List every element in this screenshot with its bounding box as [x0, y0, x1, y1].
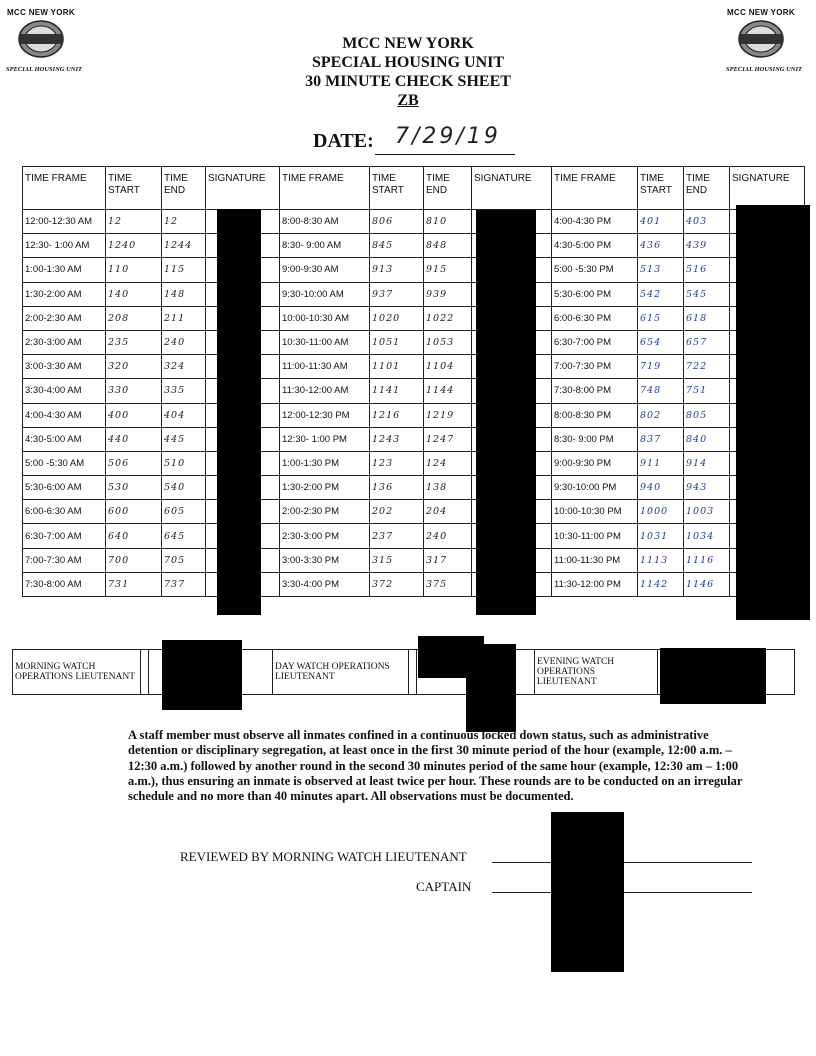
time-start-cell: 1051: [370, 330, 424, 354]
time-frame-cell: 5:30-6:00 AM: [23, 476, 106, 500]
time-start-cell: 542: [638, 282, 684, 306]
time-end-cell: 914: [684, 451, 730, 475]
column-header: TIME FRAME: [23, 167, 106, 210]
time-end-cell: 657: [684, 330, 730, 354]
time-start-cell: 372: [370, 572, 424, 596]
time-end-cell: 605: [162, 500, 206, 524]
time-start-cell: 237: [370, 524, 424, 548]
table-row: [23, 234, 805, 258]
time-frame-cell: 3:00-3:30 PM: [280, 548, 370, 572]
time-frame-cell: 10:30-11:00 AM: [280, 330, 370, 354]
time-end-cell: 1146: [684, 572, 730, 596]
time-end-cell: 335: [162, 379, 206, 403]
table-row: [23, 524, 805, 548]
time-frame-cell: 1:30-2:00 PM: [280, 476, 370, 500]
time-start-cell: 136: [370, 476, 424, 500]
time-frame-cell: 11:30-12:00 AM: [280, 379, 370, 403]
time-end-cell: 403: [684, 210, 730, 234]
time-start-cell: 1142: [638, 572, 684, 596]
time-end-cell: 317: [424, 548, 472, 572]
logo-unit-text: SPECIAL HOUSING UNIT: [726, 66, 802, 73]
table-row: [23, 258, 805, 282]
time-end-cell: 915: [424, 258, 472, 282]
time-frame-cell: 8:00-8:30 PM: [552, 403, 638, 427]
time-end-cell: 1144: [424, 379, 472, 403]
time-start-cell: 401: [638, 210, 684, 234]
time-end-cell: 722: [684, 355, 730, 379]
time-start-cell: 400: [106, 403, 162, 427]
time-start-cell: 12: [106, 210, 162, 234]
time-end-cell: 204: [424, 500, 472, 524]
column-header: TIME FRAME: [280, 167, 370, 210]
time-start-cell: 748: [638, 379, 684, 403]
time-end-cell: 12: [162, 210, 206, 234]
time-end-cell: 618: [684, 306, 730, 330]
time-frame-cell: 2:00-2:30 PM: [280, 500, 370, 524]
time-end-cell: 1022: [424, 306, 472, 330]
time-start-cell: 530: [106, 476, 162, 500]
time-frame-cell: 3:30-4:00 PM: [280, 572, 370, 596]
table-row: [23, 427, 805, 451]
time-end-cell: 124: [424, 451, 472, 475]
column-header: TIME START: [370, 167, 424, 210]
redaction-morning-lt: [162, 640, 242, 710]
time-end-cell: 148: [162, 282, 206, 306]
page-title: [0, 34, 816, 110]
time-end-cell: 1034: [684, 524, 730, 548]
time-frame-cell: 7:30-8:00 PM: [552, 379, 638, 403]
time-frame-cell: 5:30-6:00 PM: [552, 282, 638, 306]
time-frame-cell: 9:00-9:30 AM: [280, 258, 370, 282]
time-frame-cell: 3:30-4:00 AM: [23, 379, 106, 403]
time-start-cell: 615: [638, 306, 684, 330]
time-frame-cell: 10:00-10:30 AM: [280, 306, 370, 330]
time-frame-cell: 8:30- 9:00 PM: [552, 427, 638, 451]
time-frame-cell: 12:00-12:30 PM: [280, 403, 370, 427]
time-start-cell: 440: [106, 427, 162, 451]
time-start-cell: 110: [106, 258, 162, 282]
redaction-day-lt-2: [466, 644, 516, 732]
time-start-cell: 806: [370, 210, 424, 234]
column-header: TIME END: [684, 167, 730, 210]
time-frame-cell: 2:00-2:30 AM: [23, 306, 106, 330]
redaction-signature-col1: [217, 209, 261, 615]
time-end-cell: 1247: [424, 427, 472, 451]
time-frame-cell: 11:00-11:30 AM: [280, 355, 370, 379]
time-end-cell: 404: [162, 403, 206, 427]
time-start-cell: 208: [106, 306, 162, 330]
morning-watch-label: MORNING WATCH OPERATIONS LIEUTENANT: [13, 650, 141, 695]
time-start-cell: 123: [370, 451, 424, 475]
table-row: [23, 500, 805, 524]
time-start-cell: 330: [106, 379, 162, 403]
time-start-cell: 654: [638, 330, 684, 354]
table-row: [23, 451, 805, 475]
time-start-cell: 1101: [370, 355, 424, 379]
time-start-cell: 1216: [370, 403, 424, 427]
time-start-cell: 202: [370, 500, 424, 524]
time-start-cell: 320: [106, 355, 162, 379]
time-end-cell: 545: [684, 282, 730, 306]
time-end-cell: 138: [424, 476, 472, 500]
time-frame-cell: 7:00-7:30 AM: [23, 548, 106, 572]
time-frame-cell: 1:30-2:00 AM: [23, 282, 106, 306]
time-frame-cell: 5:00 -5:30 PM: [552, 258, 638, 282]
time-start-cell: 1031: [638, 524, 684, 548]
time-start-cell: 513: [638, 258, 684, 282]
time-end-cell: 516: [684, 258, 730, 282]
time-start-cell: 911: [638, 451, 684, 475]
time-frame-cell: 7:30-8:00 AM: [23, 572, 106, 596]
time-start-cell: 719: [638, 355, 684, 379]
time-start-cell: 235: [106, 330, 162, 354]
time-start-cell: 1141: [370, 379, 424, 403]
time-frame-cell: 4:00-4:30 AM: [23, 403, 106, 427]
table-row: [23, 306, 805, 330]
time-start-cell: 1000: [638, 500, 684, 524]
time-start-cell: 315: [370, 548, 424, 572]
column-header: SIGNATURE: [730, 167, 805, 210]
table-row: [23, 210, 805, 234]
table-row: [23, 548, 805, 572]
time-frame-cell: 4:30-5:00 PM: [552, 234, 638, 258]
time-end-cell: 705: [162, 548, 206, 572]
time-start-cell: 640: [106, 524, 162, 548]
time-end-cell: 375: [424, 572, 472, 596]
time-end-cell: 510: [162, 451, 206, 475]
time-end-cell: 939: [424, 282, 472, 306]
time-frame-cell: 8:00-8:30 AM: [280, 210, 370, 234]
time-end-cell: 240: [162, 330, 206, 354]
time-start-cell: 913: [370, 258, 424, 282]
time-frame-cell: 5:00 -5:30 AM: [23, 451, 106, 475]
date-label: DATE:: [313, 130, 374, 152]
time-start-cell: 1240: [106, 234, 162, 258]
time-start-cell: 506: [106, 451, 162, 475]
table-row: [23, 403, 805, 427]
time-end-cell: 439: [684, 234, 730, 258]
time-end-cell: 943: [684, 476, 730, 500]
time-frame-cell: 12:30- 1:00 AM: [23, 234, 106, 258]
redaction-signature-col3: [736, 205, 810, 620]
unit-code: ZB: [397, 92, 419, 109]
table-row: [23, 330, 805, 354]
captain-label: CAPTAIN: [416, 879, 472, 894]
time-frame-cell: 12:00-12:30 AM: [23, 210, 106, 234]
time-end-cell: 1219: [424, 403, 472, 427]
time-frame-cell: 12:30- 1:00 PM: [280, 427, 370, 451]
time-end-cell: 540: [162, 476, 206, 500]
time-frame-cell: 6:00-6:30 AM: [23, 500, 106, 524]
date-value: 7/29/19: [395, 124, 501, 149]
logo-unit-text: SPECIAL HOUSING UNIT: [6, 66, 82, 73]
time-end-cell: 645: [162, 524, 206, 548]
table-row: [23, 379, 805, 403]
time-end-cell: 1116: [684, 548, 730, 572]
logo-org-text: MCC NEW YORK: [7, 8, 75, 17]
time-frame-cell: 9:00-9:30 PM: [552, 451, 638, 475]
time-frame-cell: 1:00-1:30 AM: [23, 258, 106, 282]
redaction-evening-lt: [660, 648, 766, 704]
time-start-cell: 1113: [638, 548, 684, 572]
title-line-1: MCC NEW YORK: [342, 35, 474, 52]
evening-watch-label: EVENING WATCH OPERATIONS LIEUTENANT: [535, 650, 658, 695]
column-header: TIME START: [106, 167, 162, 210]
time-frame-cell: 10:00-10:30 PM: [552, 500, 638, 524]
time-frame-cell: 4:00-4:30 PM: [552, 210, 638, 234]
time-start-cell: 731: [106, 572, 162, 596]
time-end-cell: 445: [162, 427, 206, 451]
time-frame-cell: 2:30-3:00 AM: [23, 330, 106, 354]
title-line-2: SPECIAL HOUSING UNIT: [311, 54, 505, 71]
spacer-cell: [141, 650, 149, 695]
time-frame-cell: 4:30-5:00 AM: [23, 427, 106, 451]
time-start-cell: 837: [638, 427, 684, 451]
column-header: SIGNATURE: [206, 167, 280, 210]
time-end-cell: 1104: [424, 355, 472, 379]
time-frame-cell: 11:00-11:30 PM: [552, 548, 638, 572]
time-frame-cell: 9:30-10:00 PM: [552, 476, 638, 500]
time-frame-cell: 6:30-7:00 PM: [552, 330, 638, 354]
column-header: TIME END: [424, 167, 472, 210]
time-end-cell: 240: [424, 524, 472, 548]
time-frame-cell: 6:00-6:30 PM: [552, 306, 638, 330]
time-start-cell: 436: [638, 234, 684, 258]
table-row: [23, 355, 805, 379]
time-end-cell: 737: [162, 572, 206, 596]
time-end-cell: 115: [162, 258, 206, 282]
time-frame-cell: 8:30- 9:00 AM: [280, 234, 370, 258]
time-start-cell: 845: [370, 234, 424, 258]
spacer-cell: [409, 650, 417, 695]
table-row: [23, 282, 805, 306]
date-underline: [375, 154, 515, 155]
time-end-cell: 1053: [424, 330, 472, 354]
time-end-cell: 810: [424, 210, 472, 234]
time-end-cell: 751: [684, 379, 730, 403]
time-frame-cell: 6:30-7:00 AM: [23, 524, 106, 548]
time-start-cell: 600: [106, 500, 162, 524]
column-header: SIGNATURE: [472, 167, 552, 210]
time-start-cell: 1243: [370, 427, 424, 451]
check-sheet-table: [22, 166, 805, 597]
time-start-cell: 802: [638, 403, 684, 427]
table-header-row: [23, 167, 805, 210]
table-row: [23, 476, 805, 500]
logo-org-text: MCC NEW YORK: [727, 8, 795, 17]
instructions-paragraph: A staff member must observe all inmates confined in a continuous locked down status, such as administrative detention or disciplinary segregation, at least once in the first 30 minute period of the hour (example, 12:00 a.m. – 12:30 a.m.) followed by another round in the second 30 minutes period of the same hour (example, 12:30 am – 1:00 a.m.), thus ensuring an inmate is observed at least twice per hour. These rounds are to be conducted on an irregular schedule and no more than 40 minutes apart. All observations must be documented.: [128, 728, 743, 804]
column-header: TIME END: [162, 167, 206, 210]
column-header: TIME FRAME: [552, 167, 638, 210]
redaction-review-signatures: [551, 812, 624, 972]
time-start-cell: 1020: [370, 306, 424, 330]
time-frame-cell: 11:30-12:00 PM: [552, 572, 638, 596]
time-end-cell: 840: [684, 427, 730, 451]
time-end-cell: 324: [162, 355, 206, 379]
column-header: TIME START: [638, 167, 684, 210]
time-end-cell: 1003: [684, 500, 730, 524]
time-start-cell: 940: [638, 476, 684, 500]
time-frame-cell: 7:00-7:30 PM: [552, 355, 638, 379]
redaction-signature-col2: [476, 210, 536, 615]
time-frame-cell: 2:30-3:00 PM: [280, 524, 370, 548]
reviewed-by-label: REVIEWED BY MORNING WATCH LIEUTENANT: [180, 849, 467, 864]
time-frame-cell: 1:00-1:30 PM: [280, 451, 370, 475]
time-frame-cell: 9:30-10:00 AM: [280, 282, 370, 306]
time-end-cell: 848: [424, 234, 472, 258]
time-start-cell: 937: [370, 282, 424, 306]
time-frame-cell: 3:00-3:30 AM: [23, 355, 106, 379]
time-start-cell: 700: [106, 548, 162, 572]
time-start-cell: 140: [106, 282, 162, 306]
time-end-cell: 1244: [162, 234, 206, 258]
title-line-3: 30 MINUTE CHECK SHEET: [305, 73, 511, 90]
time-end-cell: 805: [684, 403, 730, 427]
table-row: [23, 572, 805, 596]
time-frame-cell: 10:30-11:00 PM: [552, 524, 638, 548]
time-end-cell: 211: [162, 306, 206, 330]
day-watch-label: DAY WATCH OPERATIONS LIEUTENANT: [273, 650, 409, 695]
